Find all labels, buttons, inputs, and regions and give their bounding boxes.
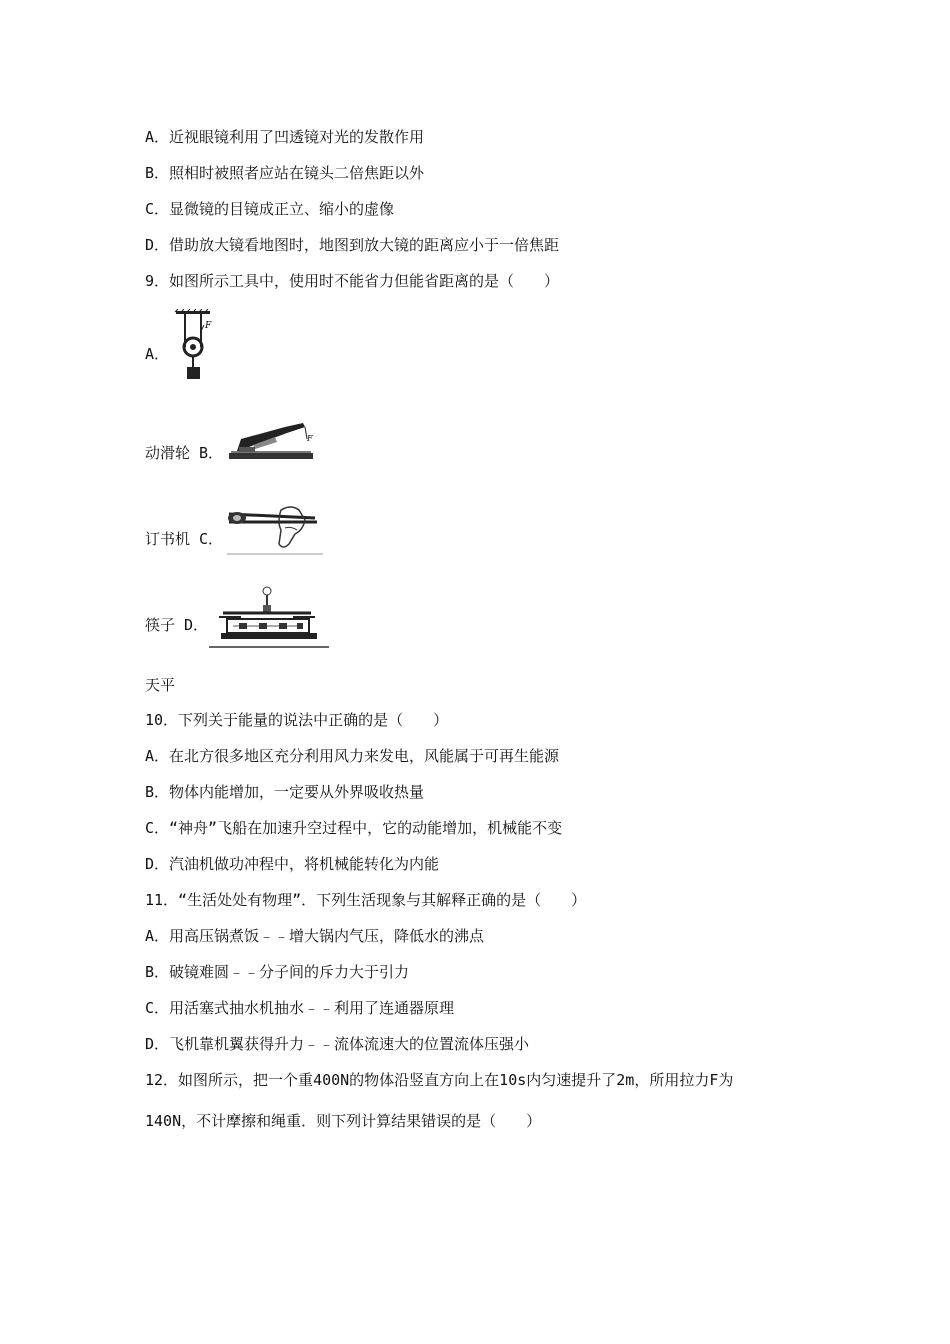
q8-option-b: B．照相时被照者应站在镜头二倍焦距以外 <box>145 164 425 182</box>
q12-stem-line1: 12．如图所示，把一个重400N的物体沿竖直方向上在10s内匀速提升了2m，所用拉力F为 <box>145 1071 734 1089</box>
q11-option-c: C．用活塞式抽水机抽水﹣﹣利用了连通器原理 <box>145 999 455 1017</box>
q10-option-a: A．在北方很多地区充分利用风力来发电，风能属于可再生能源 <box>145 747 560 765</box>
q8-option-a: A．近视眼镜利用了凹透镜对光的发散作用 <box>145 128 425 146</box>
q11-stem: 11．“生活处处有物理”．下列生活现象与其解释正确的是（ ） <box>145 891 587 909</box>
q9-stem: 9．如图所示工具中，使用时不能省力但能省距离的是（ ） <box>145 272 560 290</box>
q8-option-d: D．借助放大镜看地图时，地图到放大镜的距离应小于一倍焦距 <box>145 236 560 254</box>
q11-option-b: B．破镜难圆﹣﹣分子间的斥力大于引力 <box>145 963 410 981</box>
balance-figure <box>209 583 331 651</box>
q8-option-c: C．显微镜的目镜成正立、缩小的虚像 <box>145 200 395 218</box>
stapler-figure <box>227 417 319 463</box>
q10-option-d: D．汽油机做功冲程中，将机械能转化为内能 <box>145 855 440 873</box>
pulley-force-label: F <box>205 321 212 331</box>
q12-stem-line2: 140N，不计摩擦和绳重．则下列计算结果错误的是（ ） <box>145 1112 542 1130</box>
chopsticks-figure <box>225 500 325 558</box>
q10-stem: 10．下列关于能量的说法中正确的是（ ） <box>145 711 449 729</box>
q11-option-a: A．用高压锅煮饭﹣﹣增大锅内气压，降低水的沸点 <box>145 927 485 945</box>
q11-option-d: D．飞机靠机翼获得升力﹣﹣流体流速大的位置流体压强小 <box>145 1035 530 1053</box>
q9-option-a-caption: 动滑轮 B． <box>145 444 224 462</box>
q9-option-a-label: A． <box>145 345 170 363</box>
q10-option-c: C．“神舟”飞船在加速升空过程中，它的动能增加，机械能不变 <box>145 819 563 837</box>
q10-option-b: B．物体内能增加，一定要从外界吸收热量 <box>145 783 425 801</box>
q9-option-d-caption: 天平 <box>145 676 176 694</box>
pulley-figure <box>170 309 218 381</box>
stapler-force-label: F <box>307 434 313 443</box>
q9-option-b-caption: 订书机 C． <box>145 530 224 548</box>
q9-option-c-caption: 筷子 D． <box>145 616 209 634</box>
